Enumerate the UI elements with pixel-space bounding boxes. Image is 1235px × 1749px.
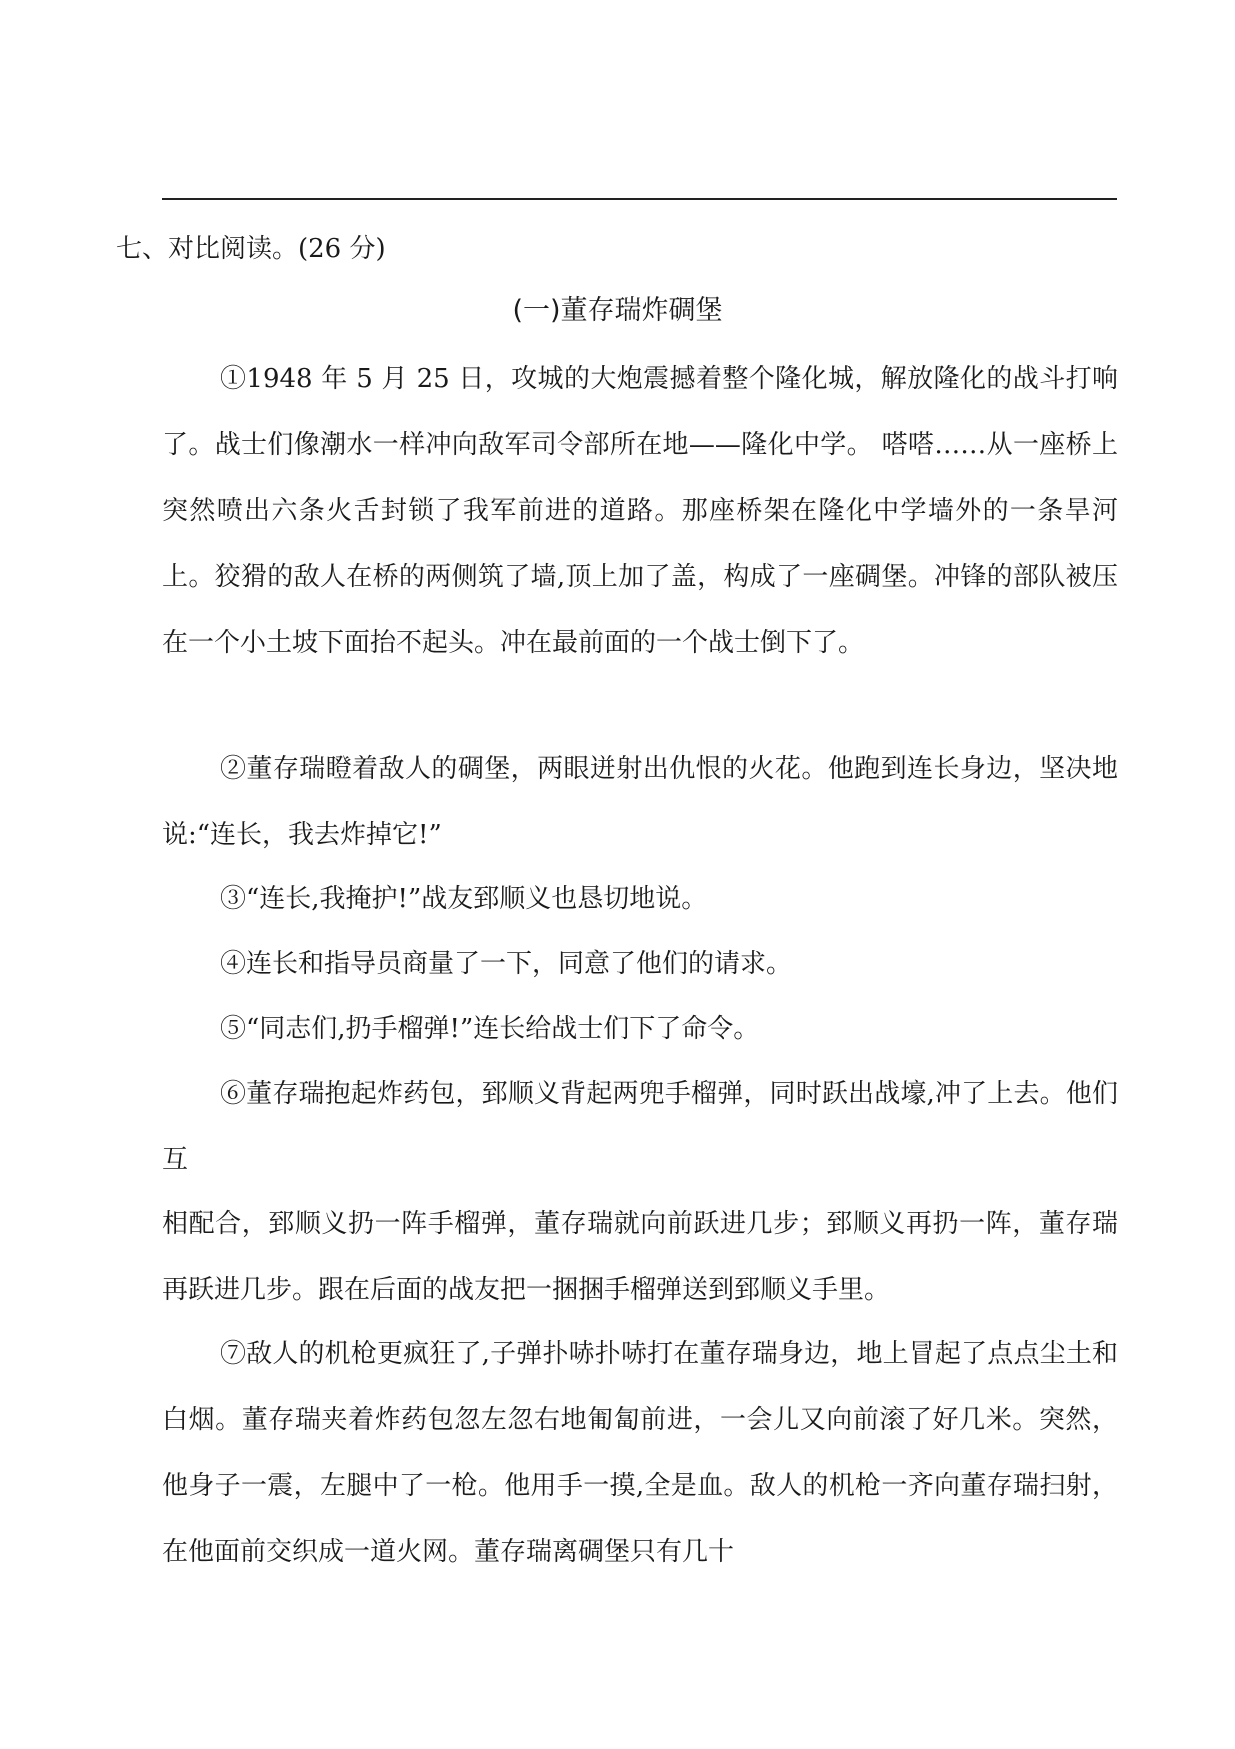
- paragraph-5: ⑤“同志们,扔手榴弹!”连长给战士们下了命令。: [220, 1014, 760, 1044]
- paragraph-7: ⑦敌人的机枪更疯狂了,子弹扑哧扑哧打在董存瑞身边，地上冒起了点点尘土和白烟。董存瑞夹着炸药包忽左忽右地匍匐前进，一会儿又向前滚了好几米。突然，他身子一震，左腿中了一枪。他用手一摸,全是血。敌人的机枪一齐向董存瑞扫射，在他面前交织成一道火网。董存瑞离碉堡只有几十: [162, 1339, 1118, 1567]
- passage-title: (一)董存瑞炸碉堡: [512, 295, 723, 326]
- paragraph-3: ③“连长,我掩护!”战友郅顺义也恳切地说。: [220, 884, 708, 914]
- section-heading: 七、对比阅读。(26 分): [116, 234, 386, 264]
- top-divider: [162, 198, 1117, 200]
- paragraph-2: ②董存瑞瞪着敌人的碉堡，两眼迸射出仇恨的火花。他跑到连长身边，坚决地说:“连长，我去炸掉它!”: [162, 754, 1118, 850]
- paragraph-6: ⑥董存瑞抱起炸药包，郅顺义背起两兜手榴弹，同时跃出战壕,冲了上去。他们互: [162, 1079, 1118, 1175]
- paragraph-6-continued: 相配合，郅顺义扔一阵手榴弹，董存瑞就向前跃进几步；郅顺义再扔一阵，董存瑞再跃进几步。跟在后面的战友把一捆捆手榴弹送到郅顺义手里。: [162, 1209, 1118, 1305]
- paragraph-4: ④连长和指导员商量了一下，同意了他们的请求。: [220, 949, 793, 979]
- paragraph-1: ①1948 年 5 月 25 日，攻城的大炮震撼着整个隆化城，解放隆化的战斗打响了。战士们像潮水一样冲向敌军司令部所在地——隆化中学。 嗒嗒……从一座桥上突然喷出六条火舌封锁了我军前进的道路。那座桥架在隆化中学墙外的一条旱河上。狡猾的敌人在桥的两侧筑了墙,顶上加了盖，构成了一座碉堡。冲锋的部队被压在一个小土坡下面抬不起头。冲在最前面的一个战士倒下了。: [162, 364, 1118, 658]
